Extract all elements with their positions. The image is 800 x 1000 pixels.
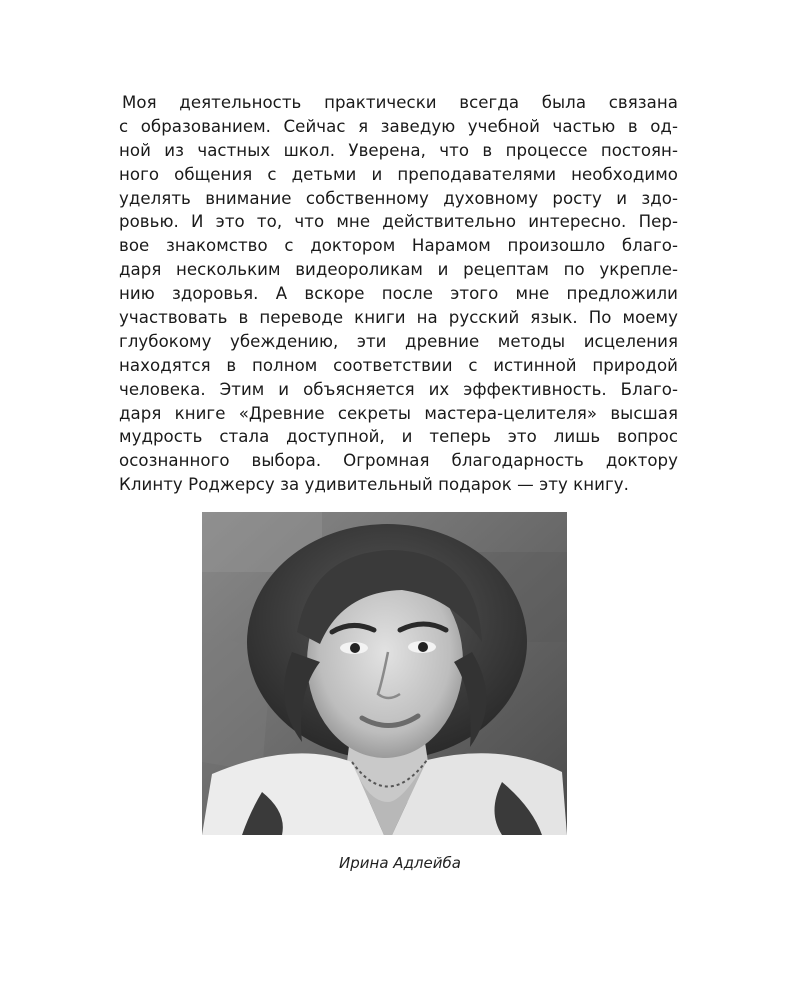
text-line: глубокому убеждению, эти древние методы исцеления	[119, 331, 678, 351]
text-line: ровью. И это то, что мне действительно интересно. Пер-	[119, 212, 678, 232]
text-line: даря книге «Древние секреты мастера-целителя» высшая	[119, 403, 678, 423]
text-line: Клинту Роджерсу за удивительный подарок — эту книгу.	[119, 475, 629, 495]
photo-caption: Ирина Адлейба	[339, 854, 461, 872]
text-line: находятся в полном соответствии с истинной природой	[119, 355, 678, 375]
text-line: даря нескольким видеороликам и рецептам по укрепле-	[119, 260, 678, 280]
text-line: осознанного выбора. Огромная благодарность доктору	[119, 451, 678, 471]
text-line: ной из частных школ. Уверена, что в процессе постоян-	[119, 140, 678, 160]
text-line: Моя деятельность практически всегда была связана	[122, 93, 678, 112]
portrait-photo	[202, 512, 567, 835]
text-line: нию здоровья. А вскоре после этого мне предложили	[119, 284, 678, 304]
text-line: вое знакомство с доктором Нарамом произошло благо-	[119, 236, 678, 256]
text-line: с образованием. Сейчас я заведую учебной частью в од-	[119, 116, 678, 136]
text-line: участвовать в переводе книги на русский язык. По моему	[119, 308, 678, 328]
text-line: мудрость стала доступной, и теперь это лишь вопрос	[119, 427, 678, 447]
text-line: человека. Этим и объясняется их эффективность. Благо-	[119, 379, 678, 399]
body-paragraph	[119, 91, 678, 497]
text-line: уделять внимание собственному духовному росту и здо-	[119, 188, 678, 208]
text-line: ного общения с детьми и преподавателями необходимо	[119, 164, 678, 184]
